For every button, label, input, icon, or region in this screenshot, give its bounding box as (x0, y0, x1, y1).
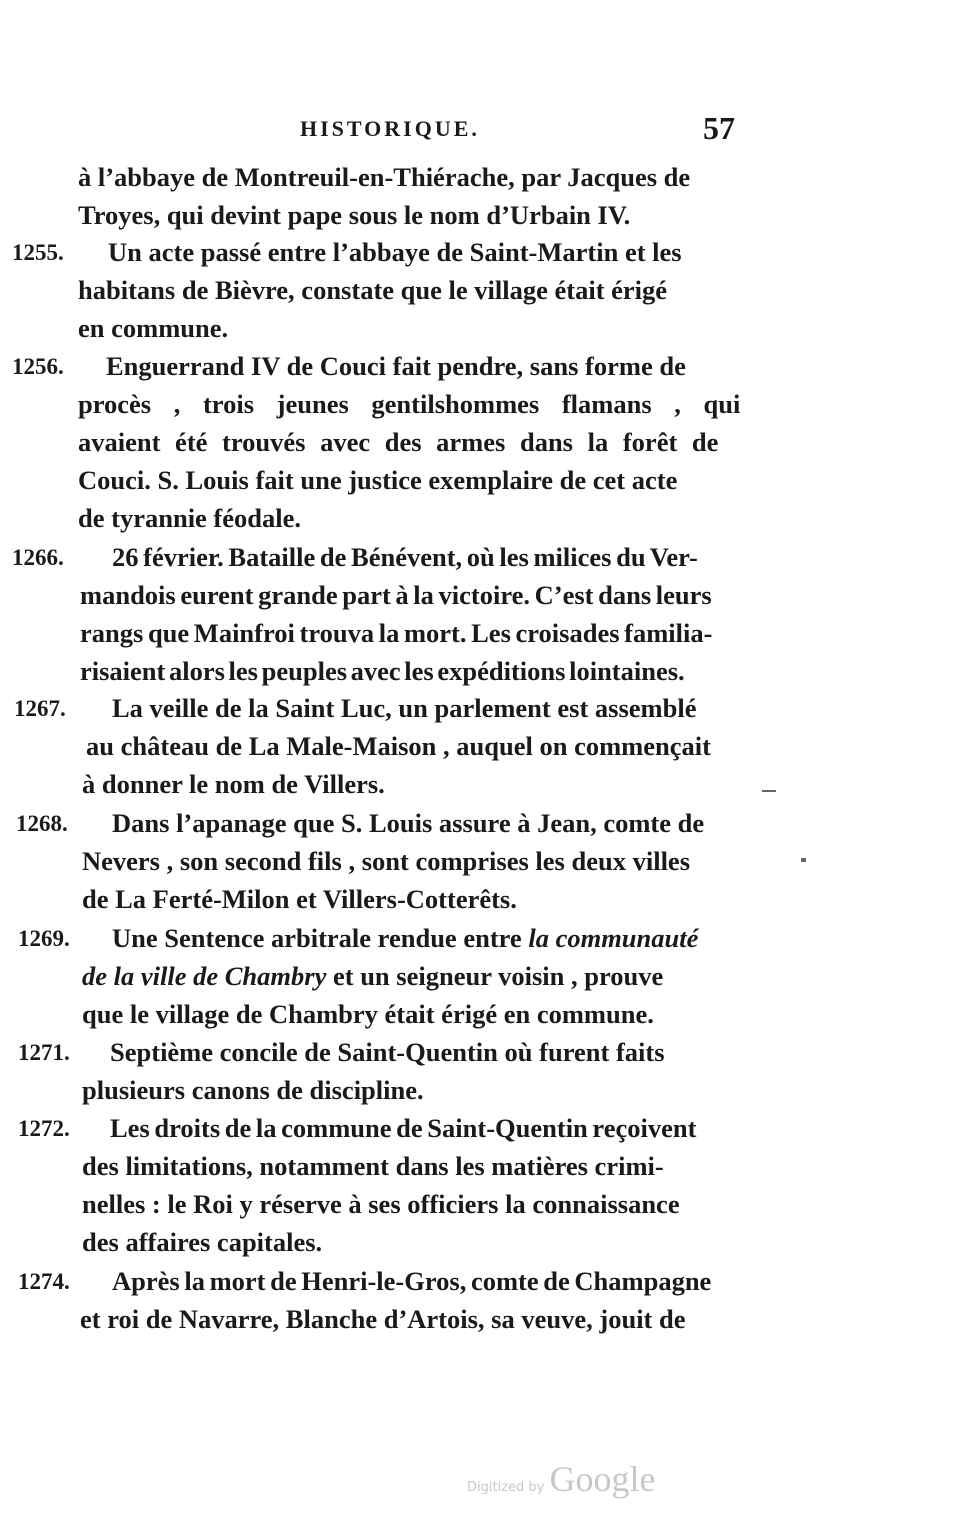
paragraph-line: habitans de Bièvre, constate que le village était érigé (78, 275, 668, 305)
italic-text: de la ville de Chambry (82, 961, 327, 991)
entry-year: 1269. (18, 926, 70, 951)
paragraph-line: des limitations, notamment dans les matières crimi- (82, 1151, 664, 1181)
paragraph-line: et roi de Navarre, Blanche d’Artois, sa veuve, jouit de (80, 1304, 686, 1334)
paragraph-line: Troyes, qui devint pape sous le nom d’Urbain IV. (78, 200, 631, 230)
paragraph-line: avaient été trouvés avec des armes dans la forêt de (78, 427, 719, 457)
paragraph-line: des affaires capitales. (82, 1227, 323, 1257)
entry-year: 1266. (12, 545, 64, 570)
paragraph-line: de tyrannie féodale. (78, 503, 302, 533)
paragraph-line (82, 957, 663, 995)
paragraph-line: procès , trois jeunes gentilshommes flamans , qui (78, 389, 741, 419)
paragraph-line: Nevers , son second fils , sont comprises les deux villes (82, 846, 691, 876)
paragraph-line: Un acte passé entre l’abbaye de Saint-Martin et les (108, 237, 682, 267)
paragraph-line: rangs que Mainfroi trouva la mort. Les croisades familia- (80, 618, 713, 648)
paragraph-line: mandois eurent grande part à la victoire. C’est dans leurs (80, 580, 712, 610)
paragraph-line: Les droits de la commune de Saint-Quentin reçoivent (110, 1113, 697, 1143)
entry-year: 1272. (18, 1116, 70, 1141)
paragraph-line: La veille de la Saint Luc, un parlement est assemblé (112, 693, 697, 723)
google-logo: Google (549, 1459, 656, 1499)
entry-year: 1256. (12, 354, 64, 379)
italic-text: la communauté (528, 923, 699, 953)
paragraph-line: à donner le nom de Villers. (82, 769, 385, 799)
running-title: HISTORIQUE. (300, 116, 480, 141)
entry-year: 1255. (12, 240, 64, 265)
paragraph-line (112, 919, 698, 957)
entry-year: 1274. (18, 1269, 70, 1294)
line-text: et un seigneur voisin , prouve (326, 961, 664, 991)
paragraph-line: Couci. S. Louis fait une justice exemplaire de cet acte (78, 465, 678, 495)
paragraph-line: nelles : le Roi y réserve à ses officiers la connaissance (82, 1189, 680, 1219)
paragraph-line: au château de La Male-Maison , auquel on commençait (86, 731, 711, 761)
paragraph-line: de La Ferté-Milon et Villers-Cotterêts. (82, 884, 517, 914)
scan-speck (762, 790, 776, 792)
entry-year: 1267. (14, 696, 66, 721)
watermark-prefix: Digitized by (467, 1480, 545, 1495)
paragraph-line: Enguerrand IV de Couci fait pendre, sans forme de (106, 351, 686, 381)
digitized-watermark (467, 1458, 655, 1500)
paragraph-line: que le village de Chambry était érigé en commune. (82, 999, 654, 1029)
entry-year: 1271. (18, 1040, 70, 1065)
page-number: 57 (703, 110, 735, 146)
paragraph-line: 26 février. Bataille de Bénévent, où les milices du Ver- (112, 542, 698, 572)
entry-year: 1268. (16, 811, 68, 836)
paragraph-line: Septième concile de Saint-Quentin où furent faits (110, 1037, 665, 1067)
paragraph-line: en commune. (78, 313, 229, 343)
paragraph-line: à l’abbaye de Montreuil-en-Thiérache, par Jacques de (78, 162, 691, 192)
paragraph-line: risaient alors les peuples avec les expéditions lointaines. (80, 656, 685, 686)
paragraph-line: Dans l’apanage que S. Louis assure à Jean, comte de (112, 808, 705, 838)
line-text: Une Sentence arbitrale rendue entre (112, 923, 529, 953)
scan-speck (801, 858, 806, 862)
paragraph-line: Après la mort de Henri-le-Gros, comte de Champagne (112, 1266, 712, 1296)
paragraph-line: plusieurs canons de discipline. (82, 1075, 424, 1105)
